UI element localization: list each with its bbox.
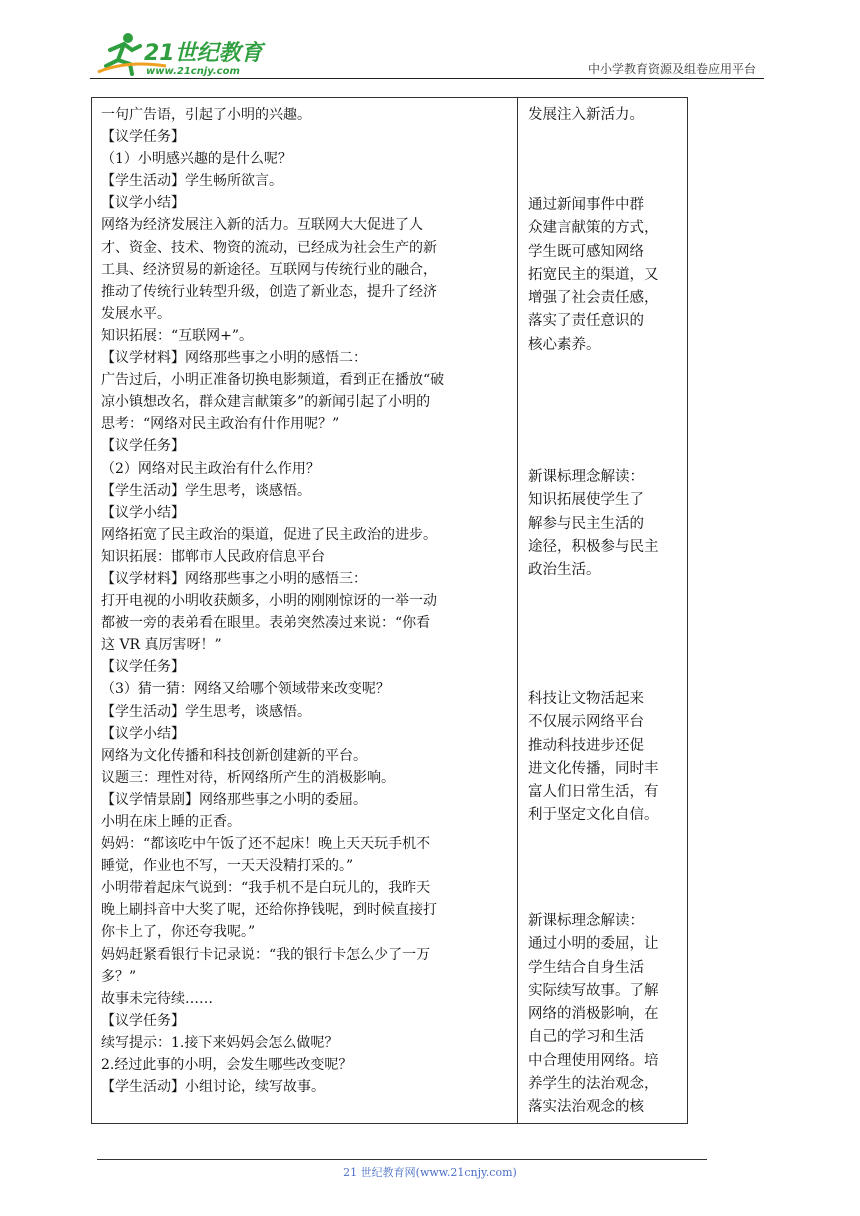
intent-line: 落实法治观念的核	[528, 1099, 644, 1116]
logo-url: www.21cnjy.com	[146, 66, 240, 77]
text-line: 议题三：理性对待，析网络所产生的消极影响。	[101, 769, 395, 786]
intent-line: 核心素养。	[528, 336, 601, 353]
text-line: 都被一旁的表弟看在眼里。表弟突然凑过来说：“你看	[101, 615, 431, 632]
text-line: 一句广告语，引起了小明的兴趣。	[101, 107, 311, 123]
text-line: 网络为文化传播和科技创新创建新的平台。	[101, 747, 367, 764]
intent-line: 众建言献策的方式，	[528, 220, 659, 237]
intent-block-1	[528, 104, 682, 127]
footer-link[interactable]: 21 世纪教育网(www.21cnjy.com)	[343, 1166, 517, 1179]
intent-line: 富人们日常生活，有	[528, 784, 659, 801]
intent-block-2	[528, 194, 682, 357]
text-line: 【议学小结】	[101, 504, 185, 521]
page-header	[0, 0, 860, 90]
intent-line: 拓宽民主的渠道，又	[528, 266, 659, 283]
intent-line: 科技让文物活起来	[528, 691, 644, 707]
text-line: 妈妈赶紧看银行卡记录说：“我的银行卡怎么少了一万	[101, 946, 431, 963]
text-line: 工具、经济贸易的新途径。互联网与传统行业的融合，	[101, 261, 437, 278]
text-line: 知识拓展：“互联网+”。	[101, 327, 254, 344]
header-divider	[90, 78, 764, 79]
text-line: 这 VR 真厉害呀！”	[101, 637, 222, 654]
intent-block-5	[528, 910, 682, 1120]
intent-line: 利于坚定文化自信。	[528, 807, 659, 824]
text-line: （3）猜一猜：网络又给哪个领域带来改变呢？	[101, 681, 390, 698]
intent-line: 知识拓展使学生了	[528, 492, 644, 509]
intent-line: 实际续写故事。了解	[528, 982, 659, 999]
text-line: 【议学小结】	[101, 195, 185, 212]
text-line: 广告过后，小明正准备切换电影频道，看到正在播放“破	[101, 372, 445, 389]
text-line: 推动了传统行业转型升级，创造了新业态，提升了经济	[101, 283, 437, 300]
intent-line: 政治生活。	[528, 562, 601, 579]
text-line: 【议学材料】网络那些事之小明的感悟二：	[101, 350, 367, 367]
text-line: 凉小镇想改名，群众建言献策多”的新闻引起了小明的	[101, 394, 431, 411]
text-line: 发展水平。	[101, 305, 171, 322]
text-line: 小明带着起床气说到：“我手机不是白玩儿的，我昨天	[101, 880, 431, 897]
text-line: （1）小明感兴趣的是什么呢？	[101, 151, 292, 168]
text-line: （2）网络对民主政治有什么作用？	[101, 460, 320, 477]
text-line: 才、资金、技术、物资的流动，已经成为社会生产的新	[101, 239, 437, 256]
site-title: 中小学教育资源及组卷应用平台	[587, 62, 756, 76]
intent-line: 解参与民主生活的	[528, 515, 644, 532]
intent-line: 推动科技进步还促	[528, 737, 644, 754]
text-line: 【学生活动】学生思考，谈感悟。	[101, 482, 311, 499]
intent-line: 新课标理念解读：	[528, 469, 644, 485]
text-line: 2.经过此事的小明，会发生哪些改变呢？	[101, 1057, 353, 1074]
intent-line: 养学生的法治观念，	[528, 1076, 659, 1093]
text-line: 网络拓宽了民主政治的渠道，促进了民主政治的进步。	[101, 526, 437, 543]
text-line: 打开电视的小明收获颇多，小明的刚刚惊讶的一举一动	[101, 593, 437, 610]
intent-line: 学生既可感知网络	[528, 243, 644, 260]
text-line: 晚上刷抖音中大奖了呢，还给你挣钱呢，到时候直接打	[101, 902, 437, 919]
intent-line: 中合理使用网络。培	[528, 1052, 659, 1069]
intent-line: 途径，积极参与民主	[528, 538, 659, 555]
logo-text: 21世纪教育	[144, 41, 263, 66]
intent-line: 通过新闻事件中群	[528, 197, 644, 213]
intent-line: 发展注入新活力。	[528, 107, 644, 123]
teaching-process-column	[92, 98, 518, 1123]
text-line: 【议学任务】	[101, 1012, 185, 1029]
intent-line: 不仅展示网络平台	[528, 714, 644, 731]
text-line: 【学生活动】学生思考，谈感悟。	[101, 703, 311, 720]
text-line: 故事未完待续……	[101, 990, 213, 1007]
intent-line: 新课标理念解读：	[528, 913, 644, 929]
intent-line: 进文化传播，同时丰	[528, 760, 659, 777]
text-line: 网络为经济发展注入新的活力。互联网大大促进了人	[101, 217, 423, 234]
text-line: 【议学材料】网络那些事之小明的感悟三：	[101, 570, 367, 587]
design-intent-column	[518, 98, 687, 1123]
intent-line: 网络的消极影响，在	[528, 1006, 659, 1023]
intent-line: 学生结合自身生活	[528, 959, 644, 976]
text-line: 小明在床上睡的正香。	[101, 814, 241, 830]
site-logo	[96, 30, 266, 80]
intent-line: 落实了责任意识的	[528, 313, 644, 330]
lesson-table	[91, 97, 688, 1124]
text-line: 妈妈：“都该吃中午饭了还不起床！晚上天天玩手机不	[101, 836, 431, 853]
text-line: 【学生活动】学生畅所欲言。	[101, 173, 283, 190]
text-line: 睡觉，作业也不写，一天天没精打采的。”	[101, 858, 354, 875]
text-line: 你卡上了，你还夸我呢。”	[101, 924, 256, 941]
intent-line: 增强了社会责任感，	[528, 290, 659, 307]
intent-line: 通过小明的委屈，让	[528, 936, 659, 953]
text-line: 【议学任务】	[101, 438, 185, 455]
text-line: 【学生活动】小组讨论，续写故事。	[101, 1079, 325, 1096]
text-line: 多？”	[101, 968, 137, 985]
text-line: 【议学情景剧】网络那些事之小明的委屈。	[101, 791, 367, 808]
text-line: 思考：“网络对民主政治有什作用呢？”	[101, 416, 340, 433]
intent-block-3	[528, 466, 682, 582]
text-line: 知识拓展：邯郸市人民政府信息平台	[101, 548, 325, 565]
intent-block-4	[528, 688, 682, 828]
text-line: 【议学任务】	[101, 659, 185, 676]
text-line: 续写提示：1.接下来妈妈会怎么做呢？	[101, 1034, 339, 1051]
footer-divider	[97, 1159, 707, 1160]
text-line: 【议学小结】	[101, 725, 185, 742]
text-line: 【议学任务】	[101, 129, 185, 146]
intent-line: 自己的学习和生活	[528, 1029, 644, 1046]
